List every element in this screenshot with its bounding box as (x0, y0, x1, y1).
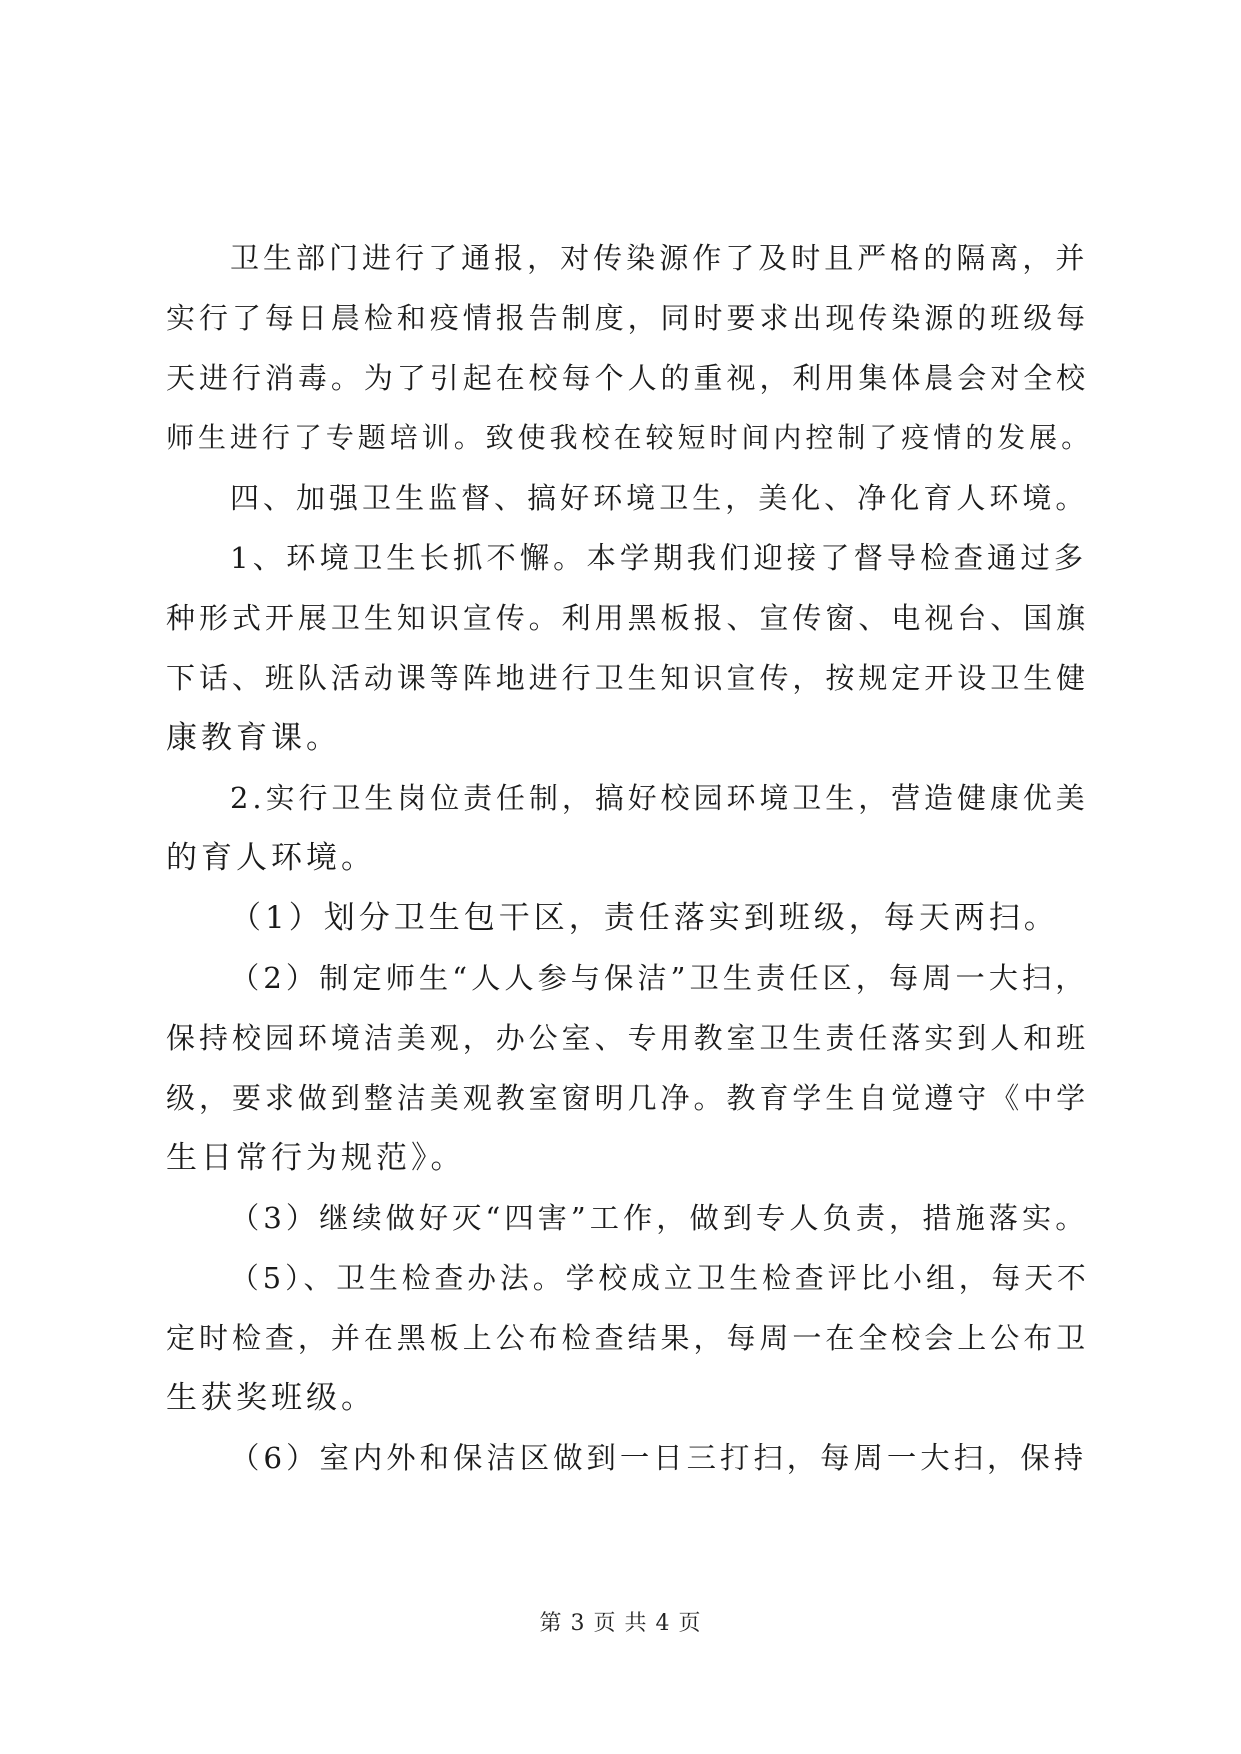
text-line: 生获奖班级。 (166, 1380, 376, 1416)
paragraph-item-2-cont (166, 828, 1082, 888)
text-line: 保持校园环境洁美观，办公室、专用教室卫生责任落实到人和班 (166, 1021, 1090, 1055)
text-line: 卫生部门进行了通报，对传染源作了及时且严格的隔离，并 (230, 241, 1089, 275)
paragraph-sub-1 (166, 888, 1082, 948)
paragraph-sub-5-cont (166, 1308, 1090, 1428)
section-heading-four (166, 468, 1089, 528)
paragraph-isolation (166, 228, 1089, 288)
text-line: （5）、卫生检查办法。学校成立卫生检查评比小组，每天不 (230, 1261, 1090, 1295)
paragraph-sub-2 (166, 948, 1089, 1008)
paragraph-sub-3 (166, 1188, 1089, 1248)
text-line: （3）继续做好灭“四害”工作，做到专人负责，措施落实。 (230, 1201, 1089, 1235)
text-line: 的育人环境。 (166, 840, 376, 876)
text-line: 下话、班队活动课等阵地进行卫生知识宣传，按规定开设卫生健 (166, 661, 1090, 695)
paragraph-item-1-cont (166, 588, 1090, 768)
text-line: 2.实行卫生岗位责任制，搞好校园环境卫生，营造健康优美 (230, 781, 1089, 815)
text-line: 定时检查，并在黑板上公布检查结果，每周一在全校会上公布卫 (166, 1321, 1090, 1355)
text-line: （1）划分卫生包干区，责任落实到班级，每天两扫。 (230, 900, 1059, 936)
text-line: 实行了每日晨检和疫情报告制度，同时要求出现传染源的班级每 (166, 301, 1090, 335)
document-body (166, 228, 1094, 1488)
text-line: （2）制定师生“人人参与保洁”卫生责任区，每周一大扫， (230, 961, 1089, 995)
paragraph-sub-5 (166, 1248, 1090, 1308)
paragraph-sub-2-cont (166, 1008, 1090, 1188)
text-line: 1、环境卫生长抓不懈。本学期我们迎接了督导检查通过多 (230, 541, 1088, 575)
text-line: 四、加强卫生监督、搞好环境卫生，美化、净化育人环境。 (230, 481, 1089, 515)
paragraph-sub-6 (166, 1428, 1088, 1488)
text-line: （6）室内外和保洁区做到一日三打扫，每周一大扫，保持 (230, 1441, 1088, 1475)
paragraph-isolation-cont (166, 288, 1094, 468)
paragraph-item-1 (166, 528, 1088, 588)
text-line: 师生进行了专题培训。致使我校在较短时间内控制了疫情的发展。 (166, 421, 1094, 454)
text-line: 级，要求做到整洁美观教室窗明几净。教育学生自觉遵守《中学 (166, 1081, 1090, 1115)
paragraph-item-2 (166, 768, 1089, 828)
text-line: 种形式开展卫生知识宣传。利用黑板报、宣传窗、电视台、国旗 (166, 601, 1090, 635)
text-line: 康教育课。 (166, 720, 341, 756)
text-line: 天进行消毒。为了引起在校每个人的重视，利用集体晨会对全校 (166, 361, 1090, 395)
page-number-footer: 第 3 页 共 4 页 (539, 1611, 702, 1636)
text-line: 生日常行为规范》。 (166, 1140, 466, 1176)
